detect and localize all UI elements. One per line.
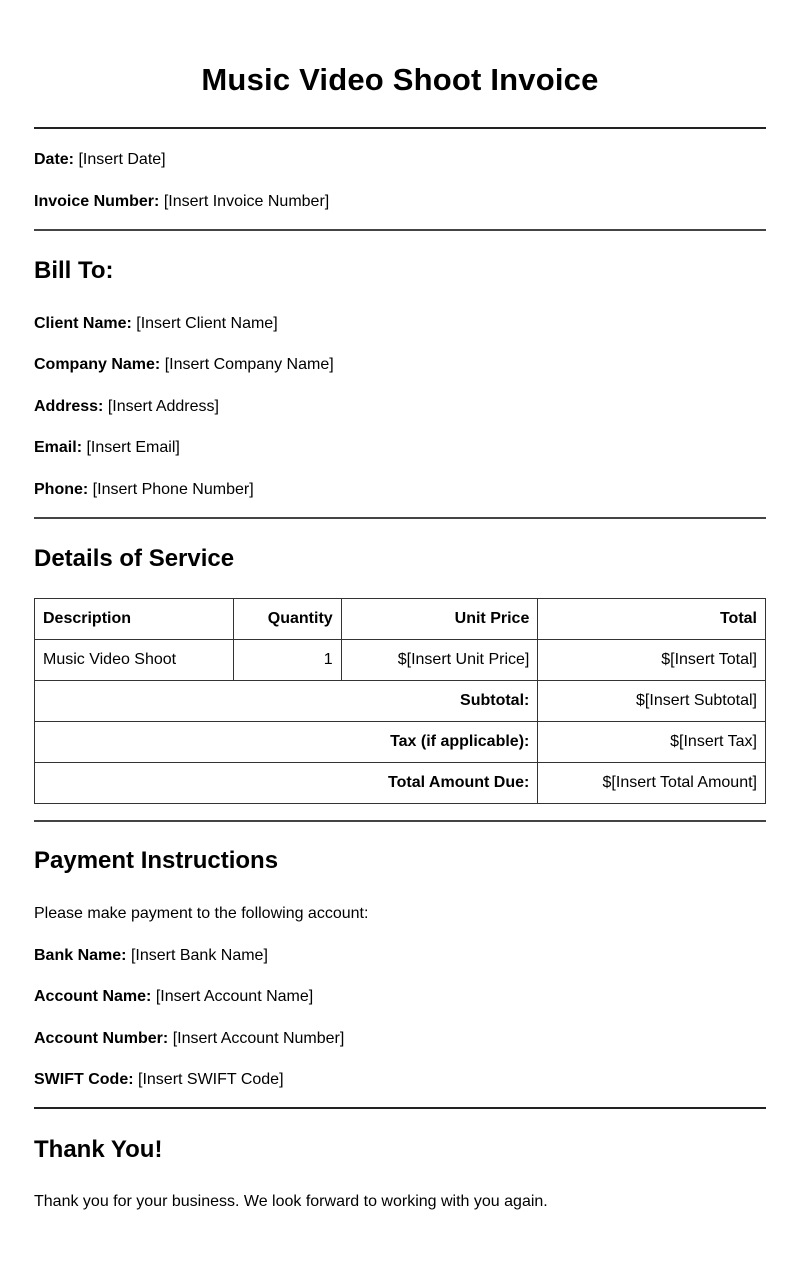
- divider: [34, 229, 766, 231]
- client-name-label: Client Name:: [34, 315, 132, 332]
- column-header-total: Total: [538, 599, 766, 640]
- thanks-message: Thank you for your business. We look forward to working with you again.: [34, 1193, 548, 1210]
- total-due-label: Total Amount Due:: [35, 763, 538, 804]
- tax-row: [35, 722, 766, 763]
- column-header-quantity: Quantity: [233, 599, 341, 640]
- phone-field: [34, 480, 254, 500]
- service-table: [34, 598, 766, 804]
- bank-name-field: [34, 946, 268, 966]
- tax-label: Tax (if applicable):: [35, 722, 538, 763]
- email-field: [34, 438, 180, 458]
- page-title: Music Video Shoot Invoice: [201, 62, 599, 97]
- client-name-field: [34, 314, 278, 334]
- date-field: [34, 150, 166, 170]
- swift-code-field: [34, 1070, 284, 1090]
- date-label: Date:: [34, 151, 75, 168]
- tax-value: $[Insert Tax]: [538, 722, 766, 763]
- divider: [34, 517, 766, 519]
- invoice-number-label: Invoice Number:: [34, 193, 160, 210]
- phone-value: [Insert Phone Number]: [92, 481, 254, 498]
- subtotal-row: [35, 681, 766, 722]
- email-label: Email:: [34, 439, 83, 456]
- thanks-heading: Thank You!: [34, 1136, 163, 1163]
- account-name-value: [Insert Account Name]: [155, 988, 314, 1005]
- payment-intro: Please make payment to the following account:: [34, 905, 369, 922]
- phone-label: Phone:: [34, 481, 89, 498]
- row-total: $[Insert Total]: [538, 640, 766, 681]
- account-number-field: [34, 1029, 344, 1049]
- subtotal-label: Subtotal:: [35, 681, 538, 722]
- swift-code-value: [Insert SWIFT Code]: [138, 1071, 284, 1088]
- service-heading: Details of Service: [34, 545, 235, 572]
- company-name-label: Company Name:: [34, 356, 161, 373]
- address-field: [34, 397, 219, 417]
- divider: [34, 820, 766, 822]
- row-quantity: 1: [233, 640, 341, 681]
- swift-code-label: SWIFT Code:: [34, 1071, 134, 1088]
- divider: [34, 1107, 766, 1109]
- account-name-field: [34, 987, 313, 1007]
- bank-name-value: [Insert Bank Name]: [130, 947, 268, 964]
- row-description: Music Video Shoot: [35, 640, 234, 681]
- divider: [34, 127, 766, 129]
- address-label: Address:: [34, 398, 104, 415]
- table-row: [35, 640, 766, 681]
- invoice-number-field: [34, 192, 329, 212]
- subtotal-value: $[Insert Subtotal]: [538, 681, 766, 722]
- table-header-row: [35, 599, 766, 640]
- account-number-label: Account Number:: [34, 1030, 169, 1047]
- address-value: [Insert Address]: [107, 398, 219, 415]
- email-value: [Insert Email]: [86, 439, 180, 456]
- column-header-unit-price: Unit Price: [341, 599, 538, 640]
- company-name-field: [34, 355, 334, 375]
- company-name-value: [Insert Company Name]: [164, 356, 334, 373]
- row-unit-price: $[Insert Unit Price]: [341, 640, 538, 681]
- date-value: [Insert Date]: [78, 151, 166, 168]
- column-header-description: Description: [35, 599, 234, 640]
- client-name-value: [Insert Client Name]: [136, 315, 278, 332]
- bill-to-heading: Bill To:: [34, 257, 114, 284]
- bank-name-label: Bank Name:: [34, 947, 127, 964]
- total-due-row: [35, 763, 766, 804]
- payment-heading: Payment Instructions: [34, 847, 279, 874]
- account-number-value: [Insert Account Number]: [172, 1030, 345, 1047]
- account-name-label: Account Name:: [34, 988, 152, 1005]
- total-due-value: $[Insert Total Amount]: [538, 763, 766, 804]
- invoice-number-value: [Insert Invoice Number]: [163, 193, 330, 210]
